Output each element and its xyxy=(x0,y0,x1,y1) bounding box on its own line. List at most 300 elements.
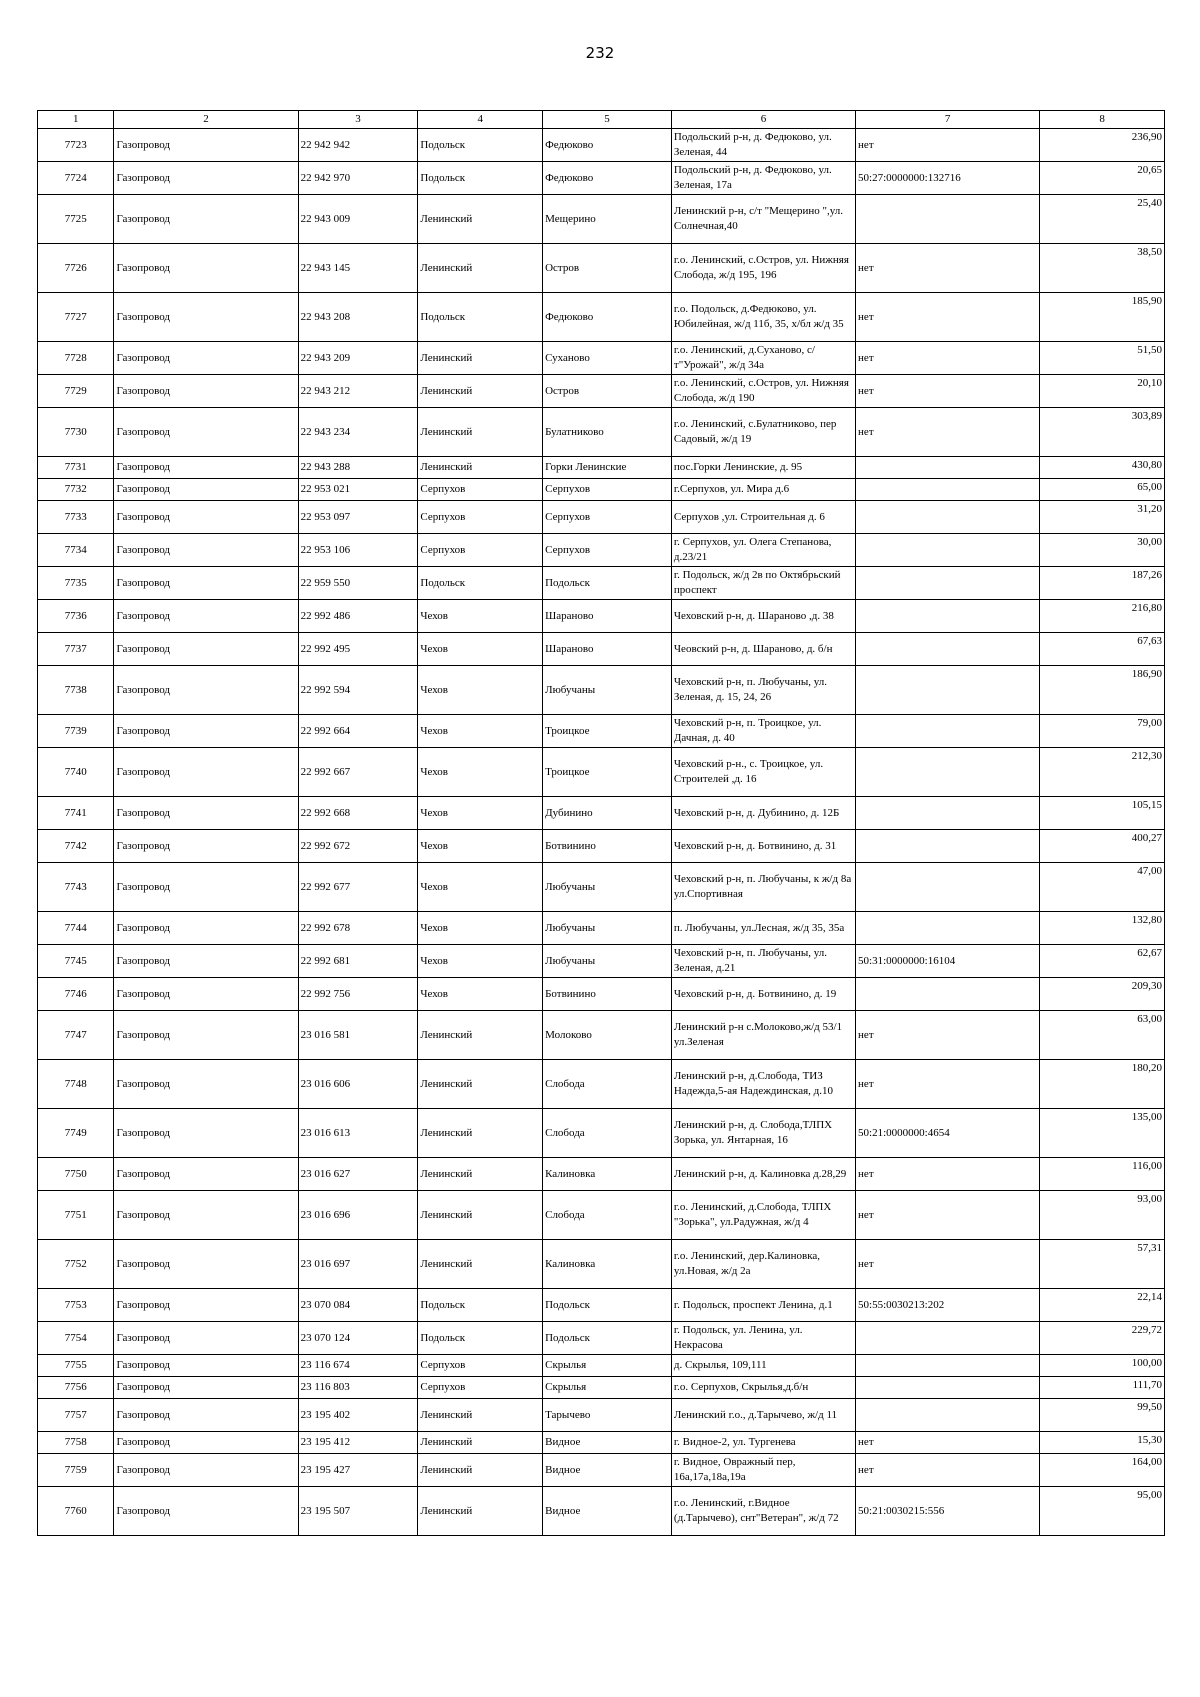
address-cell: г.Серпухов, ул. Мира д.6 xyxy=(671,479,855,501)
row-number-cell: 7746 xyxy=(38,978,114,1011)
length-cell: 105,15 xyxy=(1040,797,1165,830)
inventory-number-cell: 22 992 756 xyxy=(298,978,418,1011)
inventory-number-cell: 22 992 664 xyxy=(298,715,418,748)
row-number-cell: 7760 xyxy=(38,1487,114,1536)
cadastral-number-cell: 50:27:0000000:132716 xyxy=(856,162,1040,195)
district-cell: Серпухов xyxy=(418,479,543,501)
cadastral-number-cell xyxy=(856,978,1040,1011)
inventory-number-cell: 22 953 097 xyxy=(298,501,418,534)
inventory-number-cell: 22 953 021 xyxy=(298,479,418,501)
district-cell: Подольск xyxy=(418,1322,543,1355)
cadastral-number-cell: нет xyxy=(856,375,1040,408)
row-number-cell: 7736 xyxy=(38,600,114,633)
district-cell: Серпухов xyxy=(418,534,543,567)
locality-cell: Видное xyxy=(543,1432,672,1454)
table-row xyxy=(38,633,1165,666)
row-number-cell: 7752 xyxy=(38,1240,114,1289)
locality-cell: Мещерино xyxy=(543,195,672,244)
object-type-cell: Газопровод xyxy=(114,600,298,633)
cadastral-number-cell xyxy=(856,633,1040,666)
row-number-cell: 7748 xyxy=(38,1060,114,1109)
length-cell: 30,00 xyxy=(1040,534,1165,567)
header-cell: 3 xyxy=(298,111,418,129)
table-row xyxy=(38,129,1165,162)
row-number-cell: 7735 xyxy=(38,567,114,600)
cadastral-number-cell: нет xyxy=(856,1240,1040,1289)
length-cell: 132,80 xyxy=(1040,912,1165,945)
district-cell: Чехов xyxy=(418,633,543,666)
inventory-number-cell: 22 943 288 xyxy=(298,457,418,479)
cadastral-number-cell xyxy=(856,457,1040,479)
address-cell: г.о. Подольск, д.Федюково, ул. Юбилейная, ж/д 11б, 35, х/бл ж/д 35 xyxy=(671,293,855,342)
object-type-cell: Газопровод xyxy=(114,945,298,978)
table-row xyxy=(38,863,1165,912)
locality-cell: Слобода xyxy=(543,1060,672,1109)
length-cell: 93,00 xyxy=(1040,1191,1165,1240)
table-row xyxy=(38,293,1165,342)
header-cell: 6 xyxy=(671,111,855,129)
locality-cell: Шараново xyxy=(543,633,672,666)
locality-cell: Булатниково xyxy=(543,408,672,457)
length-cell: 430,80 xyxy=(1040,457,1165,479)
address-cell: г. Видное, Овражный пер, 16а,17а,18а,19а xyxy=(671,1454,855,1487)
length-cell: 116,00 xyxy=(1040,1158,1165,1191)
address-cell: г.о. Ленинский, д.Слобода, ТЛПХ "Зорька", ул.Радужная, ж/д 4 xyxy=(671,1191,855,1240)
district-cell: Подольск xyxy=(418,162,543,195)
cadastral-number-cell xyxy=(856,501,1040,534)
row-number-cell: 7731 xyxy=(38,457,114,479)
cadastral-number-cell xyxy=(856,830,1040,863)
object-type-cell: Газопровод xyxy=(114,978,298,1011)
object-type-cell: Газопровод xyxy=(114,1011,298,1060)
table-row xyxy=(38,1191,1165,1240)
row-number-cell: 7742 xyxy=(38,830,114,863)
table-row xyxy=(38,567,1165,600)
locality-cell: Шараново xyxy=(543,600,672,633)
row-number-cell: 7723 xyxy=(38,129,114,162)
district-cell: Чехов xyxy=(418,797,543,830)
locality-cell: Серпухов xyxy=(543,479,672,501)
address-cell: Чеховский р-н., с. Троицкое, ул. Строителей ,д. 16 xyxy=(671,748,855,797)
row-number-cell: 7732 xyxy=(38,479,114,501)
row-number-cell: 7754 xyxy=(38,1322,114,1355)
locality-cell: Дубинино xyxy=(543,797,672,830)
inventory-number-cell: 22 942 942 xyxy=(298,129,418,162)
cadastral-number-cell: нет xyxy=(856,342,1040,375)
table-row xyxy=(38,501,1165,534)
cadastral-number-cell: 50:21:0000000:4654 xyxy=(856,1109,1040,1158)
table-row xyxy=(38,1322,1165,1355)
district-cell: Чехов xyxy=(418,945,543,978)
address-cell: Подольский р-н, д. Федюково, ул. Зеленая, 17а xyxy=(671,162,855,195)
cadastral-number-cell: нет xyxy=(856,408,1040,457)
locality-cell: Любучаны xyxy=(543,912,672,945)
table-row xyxy=(38,1399,1165,1432)
locality-cell: Федюково xyxy=(543,162,672,195)
object-type-cell: Газопровод xyxy=(114,912,298,945)
object-type-cell: Газопровод xyxy=(114,863,298,912)
table-row xyxy=(38,912,1165,945)
district-cell: Ленинский xyxy=(418,1432,543,1454)
row-number-cell: 7739 xyxy=(38,715,114,748)
length-cell: 31,20 xyxy=(1040,501,1165,534)
length-cell: 20,65 xyxy=(1040,162,1165,195)
address-cell: Чеховский р-н, п. Троицкое, ул. Дачная, д. 40 xyxy=(671,715,855,748)
locality-cell: Подольск xyxy=(543,567,672,600)
district-cell: Ленинский xyxy=(418,1158,543,1191)
district-cell: Серпухов xyxy=(418,501,543,534)
row-number-cell: 7734 xyxy=(38,534,114,567)
length-cell: 180,20 xyxy=(1040,1060,1165,1109)
length-cell: 65,00 xyxy=(1040,479,1165,501)
inventory-number-cell: 23 016 581 xyxy=(298,1011,418,1060)
cadastral-number-cell xyxy=(856,1355,1040,1377)
table-row xyxy=(38,1454,1165,1487)
object-type-cell: Газопровод xyxy=(114,1191,298,1240)
table-row xyxy=(38,600,1165,633)
row-number-cell: 7749 xyxy=(38,1109,114,1158)
inventory-number-cell: 22 943 209 xyxy=(298,342,418,375)
district-cell: Чехов xyxy=(418,715,543,748)
cadastral-number-cell: 50:55:0030213:202 xyxy=(856,1289,1040,1322)
inventory-number-cell: 23 195 427 xyxy=(298,1454,418,1487)
length-cell: 212,30 xyxy=(1040,748,1165,797)
locality-cell: Слобода xyxy=(543,1109,672,1158)
locality-cell: Любучаны xyxy=(543,945,672,978)
district-cell: Ленинский xyxy=(418,375,543,408)
object-type-cell: Газопровод xyxy=(114,633,298,666)
inventory-number-cell: 22 992 486 xyxy=(298,600,418,633)
length-cell: 135,00 xyxy=(1040,1109,1165,1158)
length-cell: 100,00 xyxy=(1040,1355,1165,1377)
district-cell: Ленинский xyxy=(418,195,543,244)
table-row xyxy=(38,1240,1165,1289)
row-number-cell: 7730 xyxy=(38,408,114,457)
district-cell: Ленинский xyxy=(418,1487,543,1536)
address-cell: г.о. Ленинский, дер.Калиновка, ул.Новая, ж/д 2а xyxy=(671,1240,855,1289)
length-cell: 63,00 xyxy=(1040,1011,1165,1060)
length-cell: 164,00 xyxy=(1040,1454,1165,1487)
row-number-cell: 7750 xyxy=(38,1158,114,1191)
table-row xyxy=(38,1487,1165,1536)
table-row xyxy=(38,1109,1165,1158)
table-row xyxy=(38,1432,1165,1454)
cadastral-number-cell: нет xyxy=(856,129,1040,162)
district-cell: Ленинский xyxy=(418,1399,543,1432)
locality-cell: Остров xyxy=(543,375,672,408)
locality-cell: Скрылья xyxy=(543,1355,672,1377)
cadastral-number-cell xyxy=(856,666,1040,715)
row-number-cell: 7743 xyxy=(38,863,114,912)
locality-cell: Подольск xyxy=(543,1289,672,1322)
cadastral-number-cell: нет xyxy=(856,293,1040,342)
length-cell: 400,27 xyxy=(1040,830,1165,863)
inventory-number-cell: 23 195 402 xyxy=(298,1399,418,1432)
cadastral-number-cell: 50:31:0000000:16104 xyxy=(856,945,1040,978)
district-cell: Ленинский xyxy=(418,1240,543,1289)
table-row xyxy=(38,1355,1165,1377)
locality-cell: Ботвинино xyxy=(543,978,672,1011)
address-cell: г.о. Ленинский, с.Остров, ул. Нижняя Слобода, ж/д 190 xyxy=(671,375,855,408)
locality-cell: Калиновка xyxy=(543,1240,672,1289)
cadastral-number-cell xyxy=(856,195,1040,244)
address-cell: Серпухов ,ул. Строительная д. 6 xyxy=(671,501,855,534)
address-cell: г.о. Ленинский, с.Остров, ул. Нижняя Слобода, ж/д 195, 196 xyxy=(671,244,855,293)
district-cell: Ленинский xyxy=(418,342,543,375)
address-cell: г. Подольск, ж/д 2в по Октябрьский проспект xyxy=(671,567,855,600)
cadastral-number-cell xyxy=(856,1377,1040,1399)
table-row xyxy=(38,1158,1165,1191)
row-number-cell: 7757 xyxy=(38,1399,114,1432)
table-row xyxy=(38,748,1165,797)
header-cell: 7 xyxy=(856,111,1040,129)
address-cell: Чеховский р-н, п. Любучаны, ул. Зеленая, д. 15, 24, 26 xyxy=(671,666,855,715)
district-cell: Чехов xyxy=(418,978,543,1011)
length-cell: 57,31 xyxy=(1040,1240,1165,1289)
row-number-cell: 7738 xyxy=(38,666,114,715)
cadastral-number-cell xyxy=(856,797,1040,830)
table-row xyxy=(38,342,1165,375)
table-row xyxy=(38,244,1165,293)
object-type-cell: Газопровод xyxy=(114,457,298,479)
table-row xyxy=(38,457,1165,479)
table-row xyxy=(38,1377,1165,1399)
row-number-cell: 7747 xyxy=(38,1011,114,1060)
inventory-number-cell: 23 016 613 xyxy=(298,1109,418,1158)
row-number-cell: 7737 xyxy=(38,633,114,666)
length-cell: 209,30 xyxy=(1040,978,1165,1011)
address-cell: г.о. Ленинский, с.Булатниково, пер Садовый, ж/д 19 xyxy=(671,408,855,457)
cadastral-number-cell xyxy=(856,1399,1040,1432)
locality-cell: Подольск xyxy=(543,1322,672,1355)
inventory-number-cell: 22 992 668 xyxy=(298,797,418,830)
length-cell: 15,30 xyxy=(1040,1432,1165,1454)
object-type-cell: Газопровод xyxy=(114,797,298,830)
inventory-number-cell: 23 116 803 xyxy=(298,1377,418,1399)
object-type-cell: Газопровод xyxy=(114,1432,298,1454)
length-cell: 20,10 xyxy=(1040,375,1165,408)
address-cell: д. Скрылья, 109,111 xyxy=(671,1355,855,1377)
cadastral-number-cell xyxy=(856,567,1040,600)
table-row xyxy=(38,945,1165,978)
table-row xyxy=(38,408,1165,457)
district-cell: Чехов xyxy=(418,912,543,945)
row-number-cell: 7741 xyxy=(38,797,114,830)
locality-cell: Калиновка xyxy=(543,1158,672,1191)
inventory-number-cell: 22 953 106 xyxy=(298,534,418,567)
district-cell: Подольск xyxy=(418,1289,543,1322)
page-number: 232 xyxy=(585,44,615,62)
inventory-number-cell: 23 016 606 xyxy=(298,1060,418,1109)
row-number-cell: 7725 xyxy=(38,195,114,244)
inventory-number-cell: 22 943 145 xyxy=(298,244,418,293)
locality-cell: Скрылья xyxy=(543,1377,672,1399)
inventory-number-cell: 22 943 234 xyxy=(298,408,418,457)
row-number-cell: 7733 xyxy=(38,501,114,534)
cadastral-number-cell: 50:21:0030215:556 xyxy=(856,1487,1040,1536)
inventory-number-cell: 22 992 667 xyxy=(298,748,418,797)
header-cell: 1 xyxy=(38,111,114,129)
district-cell: Серпухов xyxy=(418,1355,543,1377)
object-type-cell: Газопровод xyxy=(114,666,298,715)
table-row xyxy=(38,1289,1165,1322)
cadastral-number-cell: нет xyxy=(856,244,1040,293)
address-cell: Чеховский р-н, д. Ботвинино, д. 31 xyxy=(671,830,855,863)
address-cell: Ленинский р-н, с/т "Мещерино ",ул. Солнечная,40 xyxy=(671,195,855,244)
object-type-cell: Газопровод xyxy=(114,1109,298,1158)
cadastral-number-cell: нет xyxy=(856,1011,1040,1060)
address-cell: Ленинский р-н, д. Слобода,ТЛПХ Зорька, ул. Янтарная, 16 xyxy=(671,1109,855,1158)
locality-cell: Ботвинино xyxy=(543,830,672,863)
locality-cell: Суханово xyxy=(543,342,672,375)
locality-cell: Остров xyxy=(543,244,672,293)
length-cell: 187,26 xyxy=(1040,567,1165,600)
length-cell: 79,00 xyxy=(1040,715,1165,748)
address-cell: Ленинский р-н, д.Слобода, ТИЗ Надежда,5-ая Надеждинская, д.10 xyxy=(671,1060,855,1109)
locality-cell: Федюково xyxy=(543,129,672,162)
object-type-cell: Газопровод xyxy=(114,567,298,600)
inventory-number-cell: 22 959 550 xyxy=(298,567,418,600)
row-number-cell: 7729 xyxy=(38,375,114,408)
row-number-cell: 7756 xyxy=(38,1377,114,1399)
inventory-number-cell: 23 116 674 xyxy=(298,1355,418,1377)
object-type-cell: Газопровод xyxy=(114,1060,298,1109)
object-type-cell: Газопровод xyxy=(114,1158,298,1191)
header-cell: 2 xyxy=(114,111,298,129)
table-row xyxy=(38,715,1165,748)
length-cell: 62,67 xyxy=(1040,945,1165,978)
length-cell: 25,40 xyxy=(1040,195,1165,244)
length-cell: 236,90 xyxy=(1040,129,1165,162)
district-cell: Чехов xyxy=(418,748,543,797)
object-type-cell: Газопровод xyxy=(114,1487,298,1536)
length-cell: 47,00 xyxy=(1040,863,1165,912)
object-type-cell: Газопровод xyxy=(114,244,298,293)
cadastral-number-cell xyxy=(856,600,1040,633)
length-cell: 95,00 xyxy=(1040,1487,1165,1536)
address-cell: г.о. Ленинский, г.Видное (д.Тарычево), снт"Ветеран", ж/д 72 xyxy=(671,1487,855,1536)
district-cell: Подольск xyxy=(418,129,543,162)
length-cell: 38,50 xyxy=(1040,244,1165,293)
address-cell: Чеховский р-н, п. Любучаны, к ж/д 8а ул.Спортивная xyxy=(671,863,855,912)
address-cell: Чеховский р-н, д. Дубинино, д. 12Б xyxy=(671,797,855,830)
object-type-cell: Газопровод xyxy=(114,534,298,567)
row-number-cell: 7728 xyxy=(38,342,114,375)
address-cell: Чеховский р-н, п. Любучаны, ул. Зеленая, д.21 xyxy=(671,945,855,978)
cadastral-number-cell xyxy=(856,534,1040,567)
object-type-cell: Газопровод xyxy=(114,408,298,457)
object-type-cell: Газопровод xyxy=(114,162,298,195)
object-type-cell: Газопровод xyxy=(114,342,298,375)
table-row xyxy=(38,797,1165,830)
inventory-number-cell: 22 992 495 xyxy=(298,633,418,666)
object-type-cell: Газопровод xyxy=(114,1355,298,1377)
object-type-cell: Газопровод xyxy=(114,195,298,244)
inventory-number-cell: 22 992 678 xyxy=(298,912,418,945)
row-number-cell: 7751 xyxy=(38,1191,114,1240)
header-row xyxy=(38,111,1165,129)
row-number-cell: 7744 xyxy=(38,912,114,945)
district-cell: Подольск xyxy=(418,567,543,600)
inventory-number-cell: 22 943 208 xyxy=(298,293,418,342)
object-type-cell: Газопровод xyxy=(114,1322,298,1355)
address-cell: п. Любучаны, ул.Лесная, ж/д 35, 35а xyxy=(671,912,855,945)
length-cell: 22,14 xyxy=(1040,1289,1165,1322)
row-number-cell: 7727 xyxy=(38,293,114,342)
row-number-cell: 7740 xyxy=(38,748,114,797)
table-row xyxy=(38,534,1165,567)
district-cell: Ленинский xyxy=(418,1011,543,1060)
table-row xyxy=(38,375,1165,408)
length-cell: 216,80 xyxy=(1040,600,1165,633)
address-cell: г.о. Ленинский, д.Суханово, с/т"Урожай", ж/д 34а xyxy=(671,342,855,375)
object-type-cell: Газопровод xyxy=(114,830,298,863)
cadastral-number-cell xyxy=(856,1322,1040,1355)
cadastral-number-cell: нет xyxy=(856,1060,1040,1109)
object-type-cell: Газопровод xyxy=(114,1377,298,1399)
address-cell: Подольский р-н, д. Федюково, ул. Зеленая, 44 xyxy=(671,129,855,162)
district-cell: Чехов xyxy=(418,863,543,912)
address-cell: г. Подольск, проспект Ленина, д.1 xyxy=(671,1289,855,1322)
district-cell: Ленинский xyxy=(418,1191,543,1240)
length-cell: 111,70 xyxy=(1040,1377,1165,1399)
inventory-number-cell: 22 992 594 xyxy=(298,666,418,715)
object-type-cell: Газопровод xyxy=(114,1240,298,1289)
inventory-number-cell: 22 942 970 xyxy=(298,162,418,195)
header-cell: 5 xyxy=(543,111,672,129)
object-type-cell: Газопровод xyxy=(114,375,298,408)
address-cell: г.о. Серпухов, Скрылья,д.б/н xyxy=(671,1377,855,1399)
object-type-cell: Газопровод xyxy=(114,129,298,162)
inventory-number-cell: 23 016 627 xyxy=(298,1158,418,1191)
cadastral-number-cell xyxy=(856,912,1040,945)
address-cell: г. Подольск, ул. Ленина, ул. Некрасова xyxy=(671,1322,855,1355)
row-number-cell: 7758 xyxy=(38,1432,114,1454)
cadastral-number-cell xyxy=(856,479,1040,501)
locality-cell: Видное xyxy=(543,1454,672,1487)
table-row xyxy=(38,479,1165,501)
district-cell: Ленинский xyxy=(418,1109,543,1158)
table-row xyxy=(38,666,1165,715)
locality-cell: Серпухов xyxy=(543,501,672,534)
row-number-cell: 7724 xyxy=(38,162,114,195)
object-type-cell: Газопровод xyxy=(114,1399,298,1432)
locality-cell: Любучаны xyxy=(543,863,672,912)
length-cell: 186,90 xyxy=(1040,666,1165,715)
district-cell: Ленинский xyxy=(418,244,543,293)
address-cell: Чеховский р-н, д. Ботвинино, д. 19 xyxy=(671,978,855,1011)
registry-table xyxy=(37,110,1165,1536)
object-type-cell: Газопровод xyxy=(114,1289,298,1322)
length-cell: 185,90 xyxy=(1040,293,1165,342)
locality-cell: Любучаны xyxy=(543,666,672,715)
cadastral-number-cell xyxy=(856,748,1040,797)
address-cell: пос.Горки Ленинские, д. 95 xyxy=(671,457,855,479)
locality-cell: Троицкое xyxy=(543,715,672,748)
row-number-cell: 7755 xyxy=(38,1355,114,1377)
length-cell: 303,89 xyxy=(1040,408,1165,457)
row-number-cell: 7745 xyxy=(38,945,114,978)
locality-cell: Горки Ленинские xyxy=(543,457,672,479)
locality-cell: Молоково xyxy=(543,1011,672,1060)
length-cell: 67,63 xyxy=(1040,633,1165,666)
inventory-number-cell: 22 992 681 xyxy=(298,945,418,978)
district-cell: Подольск xyxy=(418,293,543,342)
district-cell: Ленинский xyxy=(418,457,543,479)
cadastral-number-cell: нет xyxy=(856,1191,1040,1240)
object-type-cell: Газопровод xyxy=(114,479,298,501)
locality-cell: Слобода xyxy=(543,1191,672,1240)
